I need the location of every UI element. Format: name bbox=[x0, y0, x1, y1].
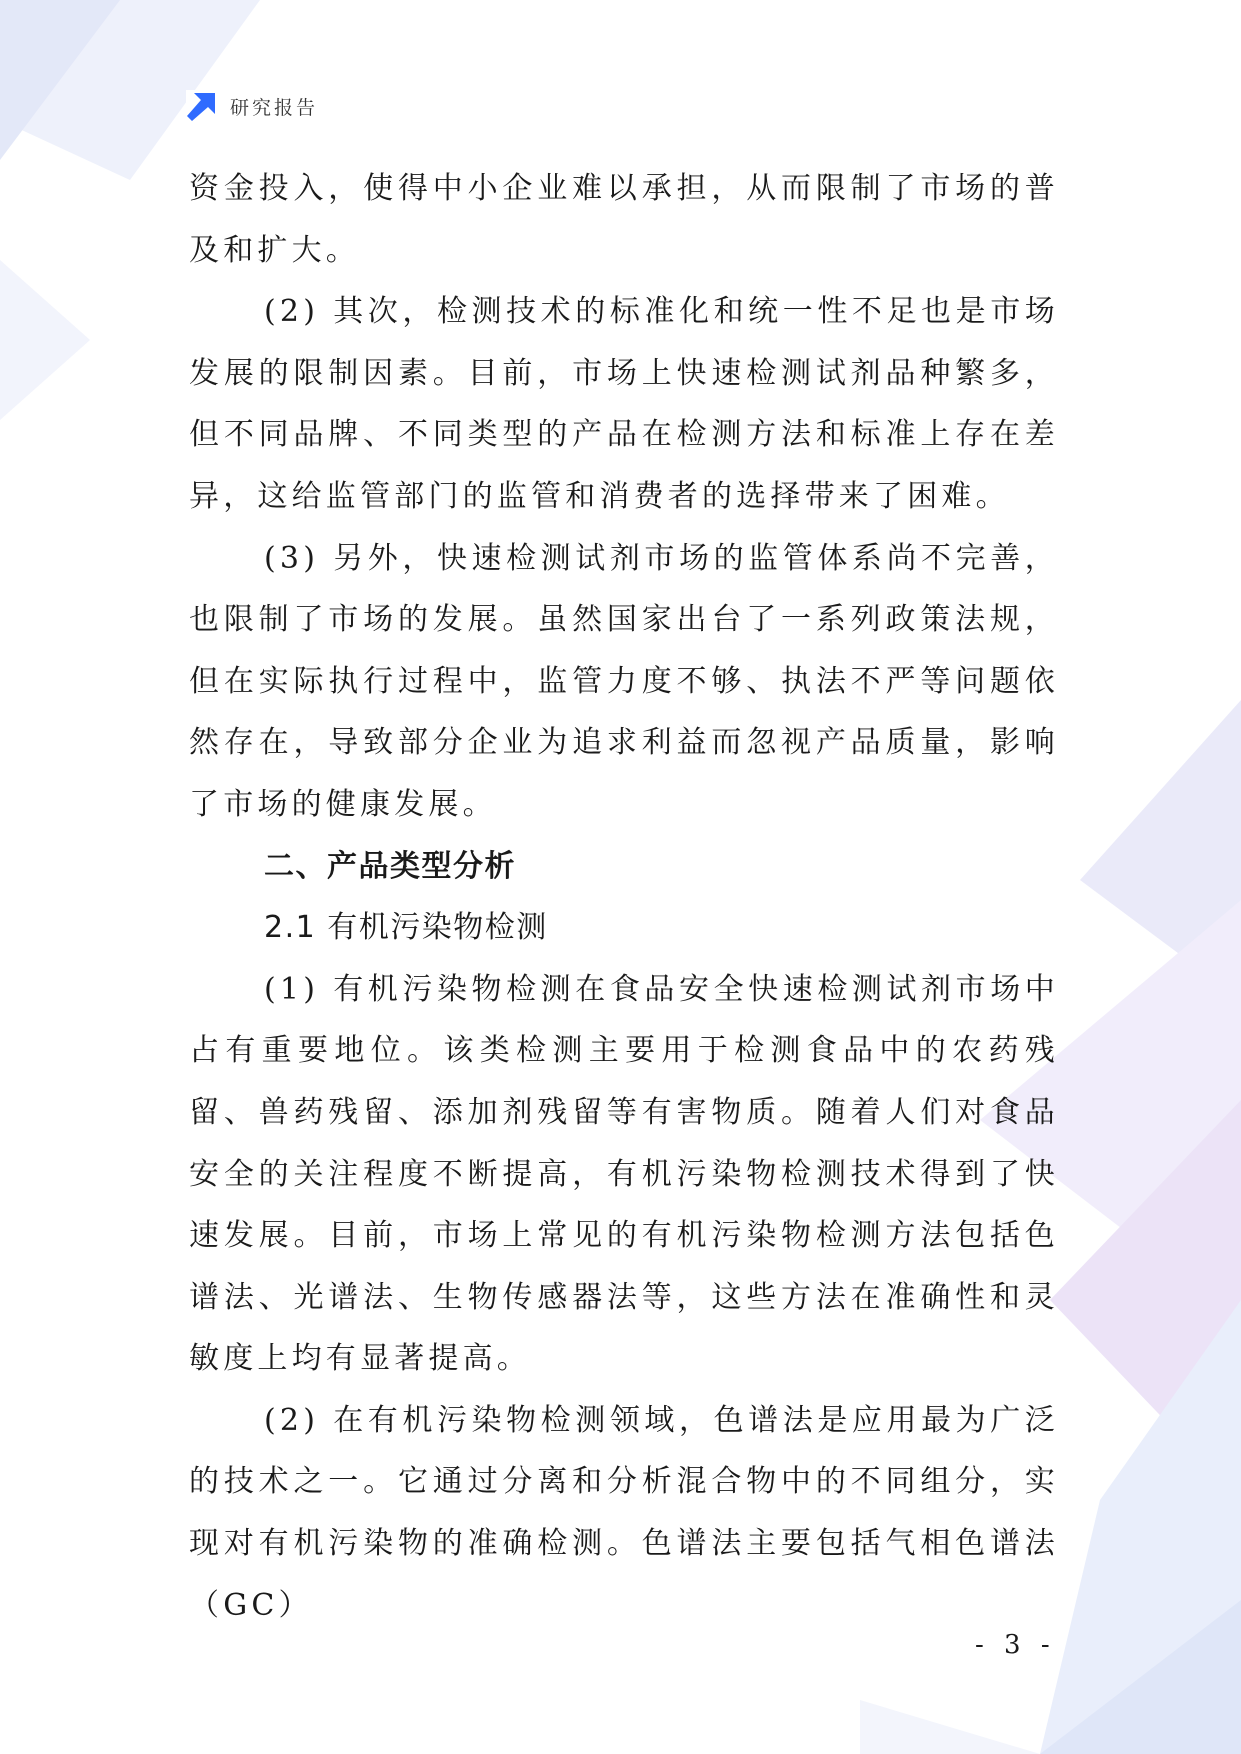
arrow-up-right-icon bbox=[186, 90, 218, 122]
body-paragraph: 资金投入，使得中小企业难以承担，从而限制了市场的普及和扩大。 bbox=[189, 171, 1059, 268]
subsection-heading: 2.1 有机污染物检测 bbox=[264, 910, 548, 946]
report-brand: 研究报告 bbox=[230, 96, 319, 119]
report-header bbox=[186, 90, 318, 122]
body-paragraph: (1) 有机污染物检测在食品安全快速检测试剂市场中占有重要地位。该类检测主要用于检测食品中的农药残留、兽药残留、添加剂残留等有害物质。随着人们对食品安全的关注程度不断提高，有机污染物检测技术得到了快速发展。目前，市场上常见的有机污染物检测方法包括色谱法、光谱法、生物传感器法等，这些方法在准确性和灵敏度上均有显著提高。 bbox=[189, 971, 1059, 1377]
body-paragraph: (3) 另外，快速检测试剂市场的监管体系尚不完善，也限制了市场的发展。虽然国家出台了一系列政策法规，但在实际执行过程中，监管力度不够、执法不严等问题依然存在，导致部分企业为追求利益而忽视产品质量，影响了市场的健康发展。 bbox=[189, 540, 1059, 822]
page-body bbox=[189, 158, 1059, 1636]
section-heading: 二、产品类型分析 bbox=[264, 848, 516, 884]
body-paragraph: (2) 其次，检测技术的标准化和统一性不足也是市场发展的限制因素。目前，市场上快速检测试剂品种繁多，但不同品牌、不同类型的产品在检测方法和标准上存在差异，这给监管部门的监管和消费者的选择带来了困难。 bbox=[189, 294, 1059, 514]
page-number: - 3 - bbox=[975, 1630, 1056, 1660]
body-paragraph: (2) 在有机污染物检测领域，色谱法是应用最为广泛的技术之一。它通过分离和分析混合物中的不同组分，实现对有机污染物的准确检测。色谱法主要包括气相色谱法（GC） bbox=[189, 1402, 1059, 1623]
